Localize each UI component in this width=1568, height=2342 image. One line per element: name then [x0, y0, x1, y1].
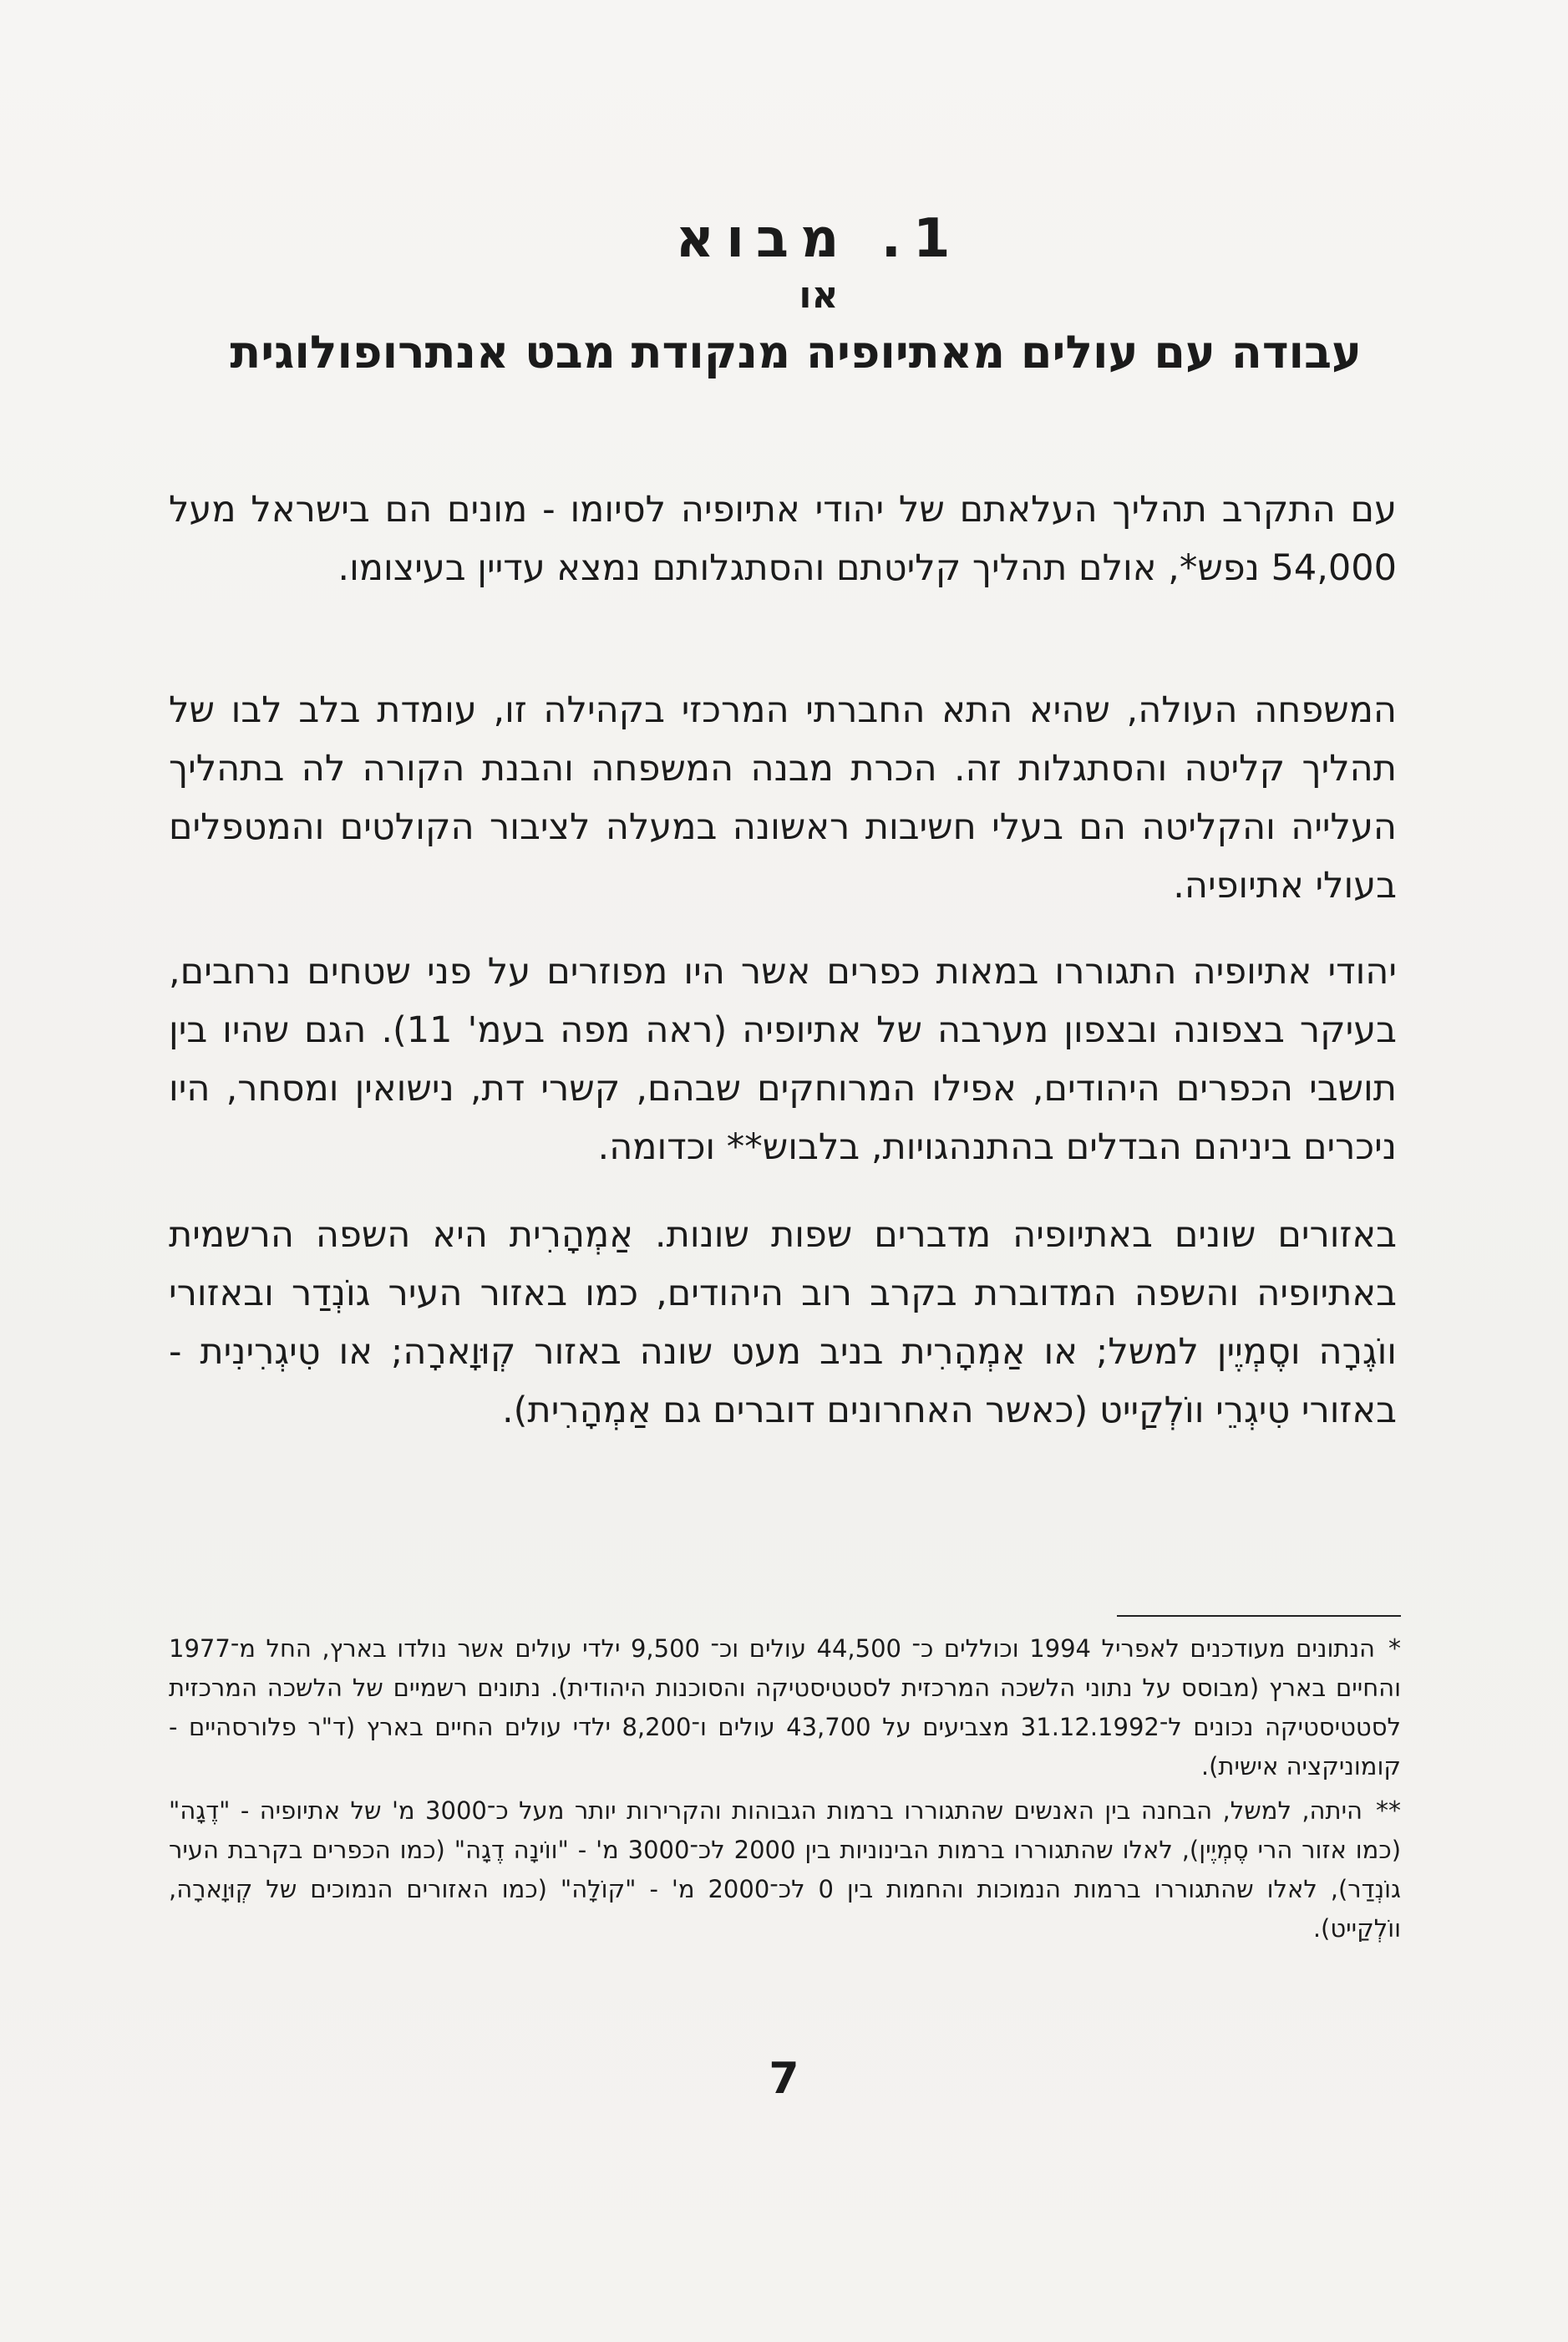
paragraph-1: עם התקרב תהליך העלאתם של יהודי אתיופיה לסיומו - מונים הם בישראל מעל 54,000 נפש*, אולם תהליך קליטתם והסתגלותם נמצא עדיין בעיצומו.: [169, 489, 1397, 589]
paragraph-3: יהודי אתיופיה התגוררו במאות כפרים אשר היו מפוזרים על פני שטחים נרחבים, בעיקר בצפונה ובצפון מערבה של אתיופיה (ראה מפה בעמ' 11). הגם שהיו בין תושבי הכפרים היהודים, אפילו המרוחקים שבהם, קשרי דת, נישואין ומסחר, היו ניכרים ביניהם הבדלים בהתנהגויות, בלבוש** וכדומה.: [169, 951, 1397, 1168]
chapter-subtitle: עבודה עם עולים מאתיופיה מנקודת מבט אנתרופולוגית: [230, 326, 1362, 378]
chapter-title: 1. מבוא: [675, 208, 962, 270]
chapter-title-or: או: [799, 274, 839, 317]
footnote-divider: [1117, 1615, 1401, 1617]
footnote-1: [169, 1629, 1401, 1786]
chapter-heading: [230, 207, 1362, 384]
footnote-1-mark: *: [1388, 1634, 1402, 1664]
paragraph-2: המשפחה העולה, שהיא התא החברתי המרכזי בקהילה זו, עומדת בלב לבו של תהליך קליטה והסתגלות זה. הכרת מבנה המשפחה והבנת הקורה לה בתהליך העלייה והקליטה הם בעלי חשיבות ראשונה במעלה לציבור הקולטים והמטפלים בעולי אתיופיה.: [169, 689, 1397, 907]
footnote-1-text: הנתונים מעודכנים לאפריל 1994 וכוללים כ־ 44,500 עולים וכ־ 9,500 ילדי עולים אשר נולדו בארץ, החל מ־1977 והחיים בארץ (מבוסס על נתוני הלשכה המרכזית לסטטיסטיקה והסוכנות היהודית). נתונים רשמיים של הלשכה המרכזית לסטטיסטיקה נכונים ל־31.12.1992 מצביעים על 43,700 עולים ו־8,200 ילדי עולים החיים בארץ (ד"ר פלורסהיים - קומוניקציה אישית).: [169, 1634, 1401, 1781]
paragraph-4: באזורים שונים באתיופיה מדברים שפות שונות. אַמְהָרִית היא השפה הרשמית באתיופיה והשפה המדוברת בקרב רוב היהודים, כמו באזור העיר גוֹנְדַר ובאזורי ווֹגֶרָה וסֶמְיֶין למשל; או אַמְהָרִית בניב מעט שונה באזור קְוּוָארָה; או טִיגְרִינִית - באזורי טִיגְרֵי ווֹלְקַייט (כאשר האחרונים דוברים גם אַמְהָרִית).: [169, 1214, 1397, 1431]
page-number: 7: [769, 2054, 799, 2104]
footnote-2-mark: **: [1376, 1796, 1401, 1826]
footnote-2: [169, 1791, 1401, 1948]
footnote-2-text: היתה, למשל, הבחנה בין האנשים שהתגוררו ברמות הגבוהות והקרירות יותר מעל כ־3000 מ' של אתיופיה - "דֶגָה" (כמו אזור הרי סֶמְיֶין), לאלו שהתגוררו ברמות הבינוניות בין 2000 לכ־3000 מ' - "ווֹינָה דֶגָה" (כמו הכפרים בקרבת העיר גוֹנְדַר), לאלו שהתגוררו ברמות הנמוכות והחמות בין 0 לכ־2000 מ' - "קוֹלָה" (כמו האזורים הנמוכים של קְוּוָארָה, ווֹלְקַייט).: [169, 1796, 1402, 1943]
